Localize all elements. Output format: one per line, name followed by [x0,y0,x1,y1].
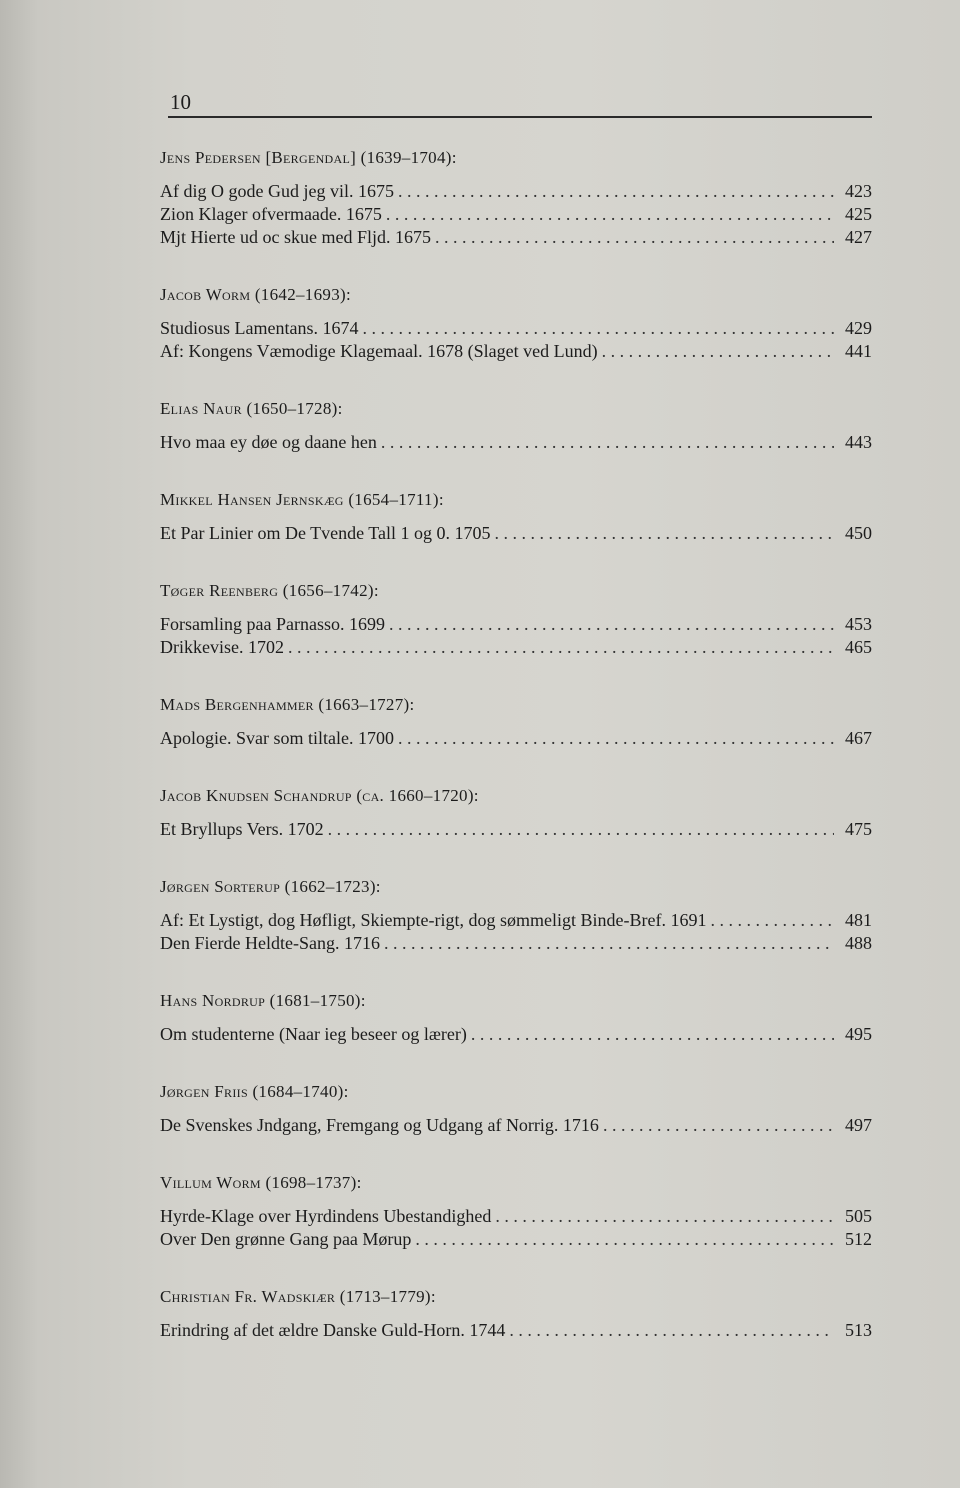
dot-leader [288,636,834,659]
toc-section [160,283,872,363]
entry-page-number: 465 [845,637,872,657]
dot-leader [603,1114,834,1137]
entry-title: Zion Klager ofvermaade. 1675 [160,204,382,224]
page-number: 10 [170,90,191,114]
dot-leader [328,818,834,841]
author-heading: Tøger Reenberg (1656–1742): [160,581,379,600]
section-spacer [160,1251,872,1285]
dot-leader [509,1319,834,1342]
section-spacer [160,1046,872,1080]
entry-page-number: 450 [845,523,872,543]
toc-section [160,693,872,750]
entry-page-number: 423 [845,181,872,201]
dot-leader [398,727,834,750]
toc-section [160,1171,872,1251]
toc-entry [160,1319,872,1342]
entry-page-number: 427 [845,227,872,247]
dot-leader [495,522,834,545]
entry-page-number: 441 [845,341,872,361]
toc-entry [160,203,872,226]
entry-title: Apologie. Svar som tiltale. 1700 [160,728,394,748]
dot-leader [398,180,834,203]
dot-leader [384,932,834,955]
entry-page-number: 497 [845,1115,872,1135]
toc-section [160,397,872,454]
section-spacer [160,841,872,875]
entry-page-number: 495 [845,1024,872,1044]
toc-entry [160,1114,872,1137]
toc-entry [160,909,872,932]
section-spacer [160,249,872,283]
entry-title: De Svenskes Jndgang, Fremgang og Udgang af Norrig. 1716 [160,1115,599,1135]
section-spacer [160,955,872,989]
author-heading: Jens Pedersen [Bergendal] (1639–1704): [160,148,457,167]
toc-entry [160,340,872,363]
dot-leader [363,317,835,340]
toc-entry [160,1205,872,1228]
author-heading: Jørgen Friis (1684–1740): [160,1082,349,1101]
entry-page-number: 475 [845,819,872,839]
toc-section [160,579,872,659]
entry-title: Om studenterne (Naar ieg beseer og lærer) [160,1024,467,1044]
author-heading: Hans Nordrup (1681–1750): [160,991,366,1010]
toc-entry [160,431,872,454]
entry-title: Af: Kongens Væmodige Klagemaal. 1678 (Slaget ved Lund) [160,341,598,361]
dot-leader [471,1023,834,1046]
toc-entry [160,613,872,636]
entry-page-number: 425 [845,204,872,224]
toc-section [160,784,872,841]
section-spacer [160,545,872,579]
section-spacer [160,750,872,784]
author-heading: Elias Naur (1650–1728): [160,399,343,418]
author-heading: Jacob Knudsen Schandrup (ca. 1660–1720): [160,786,479,805]
entry-page-number: 429 [845,318,872,338]
author-heading: Villum Worm (1698–1737): [160,1173,362,1192]
entry-page-number: 481 [845,910,872,930]
section-spacer [160,363,872,397]
section-spacer [160,1137,872,1171]
dot-leader [602,340,834,363]
entry-title: Et Par Linier om De Tvende Tall 1 og 0. 1705 [160,523,491,543]
toc-section [160,488,872,545]
dot-leader [415,1228,834,1251]
entry-page-number: 453 [845,614,872,634]
author-heading: Mikkel Hansen Jernskæg (1654–1711): [160,490,444,509]
entry-page-number: 467 [845,728,872,748]
table-of-contents [160,146,872,1342]
toc-entry [160,818,872,841]
toc-section [160,875,872,955]
toc-entry [160,317,872,340]
entry-title: Studiosus Lamentans. 1674 [160,318,359,338]
entry-title: Forsamling paa Parnasso. 1699 [160,614,385,634]
entry-page-number: 512 [845,1229,872,1249]
toc-entry [160,636,872,659]
toc-section [160,989,872,1046]
toc-section [160,1285,872,1342]
entry-title: Af dig O gode Gud jeg vil. 1675 [160,181,394,201]
entry-title: Mjt Hierte ud oc skue med Fljd. 1675 [160,227,431,247]
entry-page-number: 443 [845,432,872,452]
toc-entry [160,727,872,750]
entry-page-number: 505 [845,1206,872,1226]
dot-leader [381,431,834,454]
author-heading: Mads Bergenhammer (1663–1727): [160,695,415,714]
toc-entry [160,932,872,955]
author-heading: Christian Fr. Wadskiær (1713–1779): [160,1287,436,1306]
toc-entry [160,180,872,203]
entry-title: Et Bryllups Vers. 1702 [160,819,324,839]
dot-leader [495,1205,834,1228]
toc-entry [160,1228,872,1251]
header-rule [168,116,872,118]
toc-section [160,1080,872,1137]
toc-entry [160,522,872,545]
entry-page-number: 513 [845,1320,872,1340]
entry-title: Hyrde-Klage over Hyrdindens Ubestandighed [160,1206,492,1226]
author-heading: Jørgen Sorterup (1662–1723): [160,877,381,896]
dot-leader [386,203,834,226]
entry-title: Drikkevise. 1702 [160,637,284,657]
author-heading: Jacob Worm (1642–1693): [160,285,351,304]
entry-title: Erindring af det ældre Danske Guld-Horn. 1744 [160,1320,506,1340]
toc-entry [160,1023,872,1046]
entry-title: Af: Et Lystigt, dog Høfligt, Skiempte-rigt, dog sømmeligt Binde-Bref. 1691 [160,910,707,930]
toc-entry [160,226,872,249]
entry-title: Hvo maa ey døe og daane hen [160,432,377,452]
toc-section [160,146,872,249]
entry-title: Over Den grønne Gang paa Mørup [160,1229,412,1249]
entry-title: Den Fierde Heldte-Sang. 1716 [160,933,380,953]
section-spacer [160,659,872,693]
section-spacer [160,454,872,488]
dot-leader [435,226,834,249]
dot-leader [389,613,834,636]
entry-page-number: 488 [845,933,872,953]
dot-leader [710,909,834,932]
